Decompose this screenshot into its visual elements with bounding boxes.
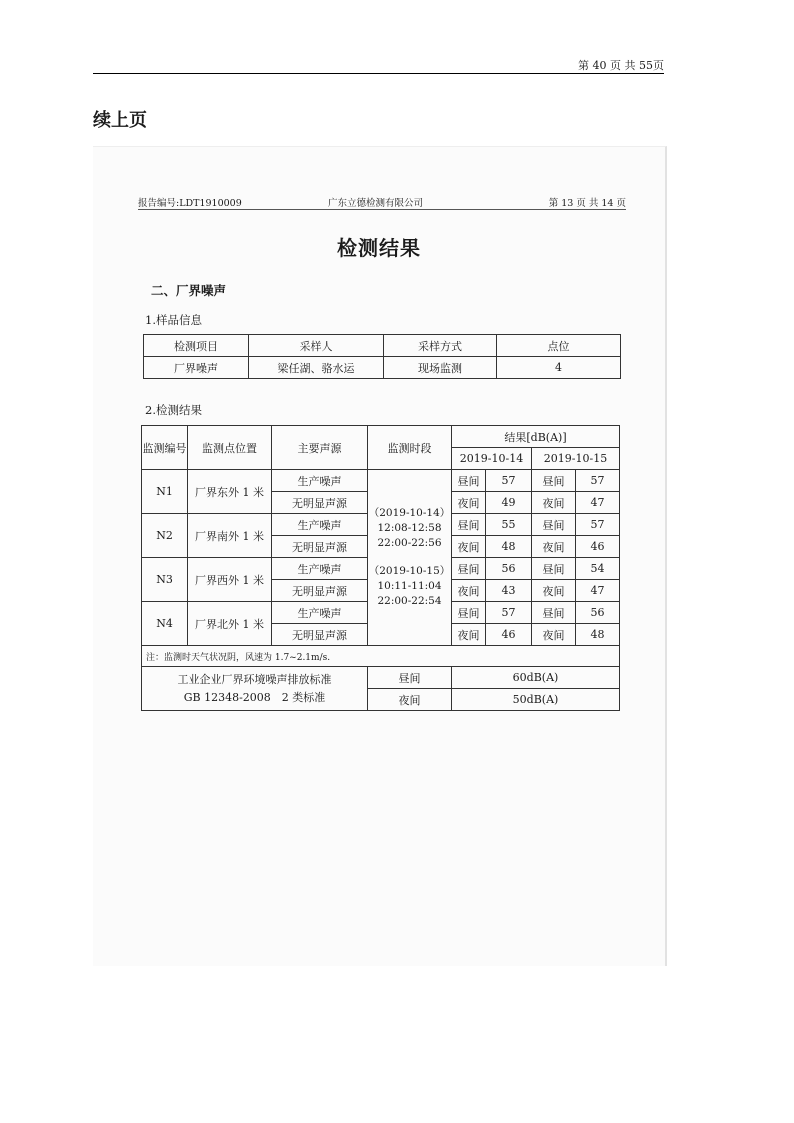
period-line: （2019-10-15） bbox=[368, 564, 451, 577]
limit-value: 50dB(A) bbox=[452, 689, 620, 711]
point-location: 厂界东外 1 米 bbox=[188, 470, 272, 514]
limit-period: 昼间 bbox=[368, 667, 452, 689]
results-title: 2.检测结果 bbox=[145, 403, 202, 417]
value-cell: 47 bbox=[576, 580, 620, 602]
sample-info-table bbox=[143, 334, 621, 379]
value-cell: 57 bbox=[576, 514, 620, 536]
time-cell: 昼间 bbox=[452, 558, 486, 580]
header-period: 监测时段 bbox=[368, 426, 452, 470]
standard-name bbox=[142, 667, 368, 711]
header-result: 结果[dB(A)] bbox=[452, 426, 620, 448]
note-row bbox=[142, 646, 620, 667]
point-location: 厂界南外 1 米 bbox=[188, 514, 272, 558]
time-cell: 昼间 bbox=[532, 514, 576, 536]
value-cell: 46 bbox=[576, 536, 620, 558]
value-cell: 47 bbox=[576, 492, 620, 514]
source-cell: 无明显声源 bbox=[272, 492, 368, 514]
table-row bbox=[144, 357, 621, 379]
time-cell: 夜间 bbox=[452, 580, 486, 602]
header-location: 监测点位置 bbox=[188, 426, 272, 470]
value-cell: 56 bbox=[486, 558, 532, 580]
point-code: N2 bbox=[142, 514, 188, 558]
time-cell: 昼间 bbox=[452, 602, 486, 624]
period-line: 10:11-11:04 bbox=[377, 579, 442, 592]
point-location: 厂界西外 1 米 bbox=[188, 558, 272, 602]
header-code: 监测编号 bbox=[142, 426, 188, 470]
time-cell: 夜间 bbox=[532, 580, 576, 602]
weather-note: 注：监测时天气状况阴，风速为 1.7~2.1m/s. bbox=[142, 646, 620, 667]
value-cell: 46 bbox=[486, 624, 532, 646]
period-line: 22:00-22:56 bbox=[377, 537, 442, 550]
time-cell: 夜间 bbox=[452, 536, 486, 558]
report-number: 报告编号:LDT1910009 bbox=[138, 198, 242, 209]
source-cell: 生产噪声 bbox=[272, 602, 368, 624]
section-title: 二、厂界噪声 bbox=[151, 283, 227, 298]
page-number: 第 40 页 共 55页 bbox=[578, 59, 664, 72]
source-cell: 生产噪声 bbox=[272, 558, 368, 580]
time-cell: 夜间 bbox=[532, 536, 576, 558]
value-cell: 54 bbox=[576, 558, 620, 580]
value-cell: 48 bbox=[486, 536, 532, 558]
value-cell: 57 bbox=[486, 602, 532, 624]
time-cell: 夜间 bbox=[452, 624, 486, 646]
source-cell: 生产噪声 bbox=[272, 514, 368, 536]
header-date-2: 2019-10-15 bbox=[532, 448, 620, 470]
point-code: N1 bbox=[142, 470, 188, 514]
source-cell: 无明显声源 bbox=[272, 580, 368, 602]
standard-line: GB 12348-2008 2 类标准 bbox=[183, 690, 326, 704]
point-code: N4 bbox=[142, 602, 188, 646]
value-cell: 57 bbox=[486, 470, 532, 492]
noise-results-table bbox=[141, 425, 620, 711]
table-cell: 现场监测 bbox=[384, 357, 497, 379]
source-cell: 无明显声源 bbox=[272, 536, 368, 558]
period-line: 12:08-12:58 bbox=[377, 522, 442, 535]
table-cell: 4 bbox=[497, 357, 621, 379]
time-cell: 夜间 bbox=[532, 492, 576, 514]
time-cell: 昼间 bbox=[452, 470, 486, 492]
point-code: N3 bbox=[142, 558, 188, 602]
table-cell: 梁任湖、骆水运 bbox=[249, 357, 384, 379]
scan-page-number: 第 13 页 共 14 页 bbox=[548, 198, 626, 209]
time-cell: 昼间 bbox=[532, 470, 576, 492]
header-source: 主要声源 bbox=[272, 426, 368, 470]
scan-header bbox=[138, 195, 626, 210]
table-row bbox=[142, 470, 620, 492]
time-cell: 夜间 bbox=[532, 624, 576, 646]
limit-period: 夜间 bbox=[368, 689, 452, 711]
header-cell: 采样方式 bbox=[384, 335, 497, 357]
period-line: （2019-10-14） bbox=[368, 506, 451, 519]
value-cell: 57 bbox=[576, 470, 620, 492]
table-cell: 厂界噪声 bbox=[144, 357, 249, 379]
report-title: 检测结果 bbox=[337, 236, 421, 260]
value-cell: 55 bbox=[486, 514, 532, 536]
continued-label: 续上页 bbox=[93, 110, 147, 131]
sample-info-title: 1.样品信息 bbox=[145, 313, 202, 327]
header-date-1: 2019-10-14 bbox=[452, 448, 532, 470]
point-location: 厂界北外 1 米 bbox=[188, 602, 272, 646]
time-cell: 昼间 bbox=[532, 558, 576, 580]
value-cell: 56 bbox=[576, 602, 620, 624]
header-cell: 采样人 bbox=[249, 335, 384, 357]
value-cell: 43 bbox=[486, 580, 532, 602]
scanned-report-page bbox=[93, 146, 667, 966]
table-header-row bbox=[144, 335, 621, 357]
monitoring-period bbox=[368, 470, 452, 646]
source-cell: 无明显声源 bbox=[272, 624, 368, 646]
source-cell: 生产噪声 bbox=[272, 470, 368, 492]
header-cell: 点位 bbox=[497, 335, 621, 357]
header-cell: 检测项目 bbox=[144, 335, 249, 357]
value-cell: 48 bbox=[576, 624, 620, 646]
standard-line: 工业企业厂界环境噪声排放标准 bbox=[177, 672, 332, 686]
period-line: 22:00-22:54 bbox=[377, 594, 442, 607]
limit-value: 60dB(A) bbox=[452, 667, 620, 689]
value-cell: 49 bbox=[486, 492, 532, 514]
time-cell: 夜间 bbox=[452, 492, 486, 514]
time-cell: 昼间 bbox=[532, 602, 576, 624]
time-cell: 昼间 bbox=[452, 514, 486, 536]
page-header bbox=[93, 58, 664, 74]
company-name: 广东立德检测有限公司 bbox=[328, 198, 424, 209]
standard-row bbox=[142, 667, 620, 689]
